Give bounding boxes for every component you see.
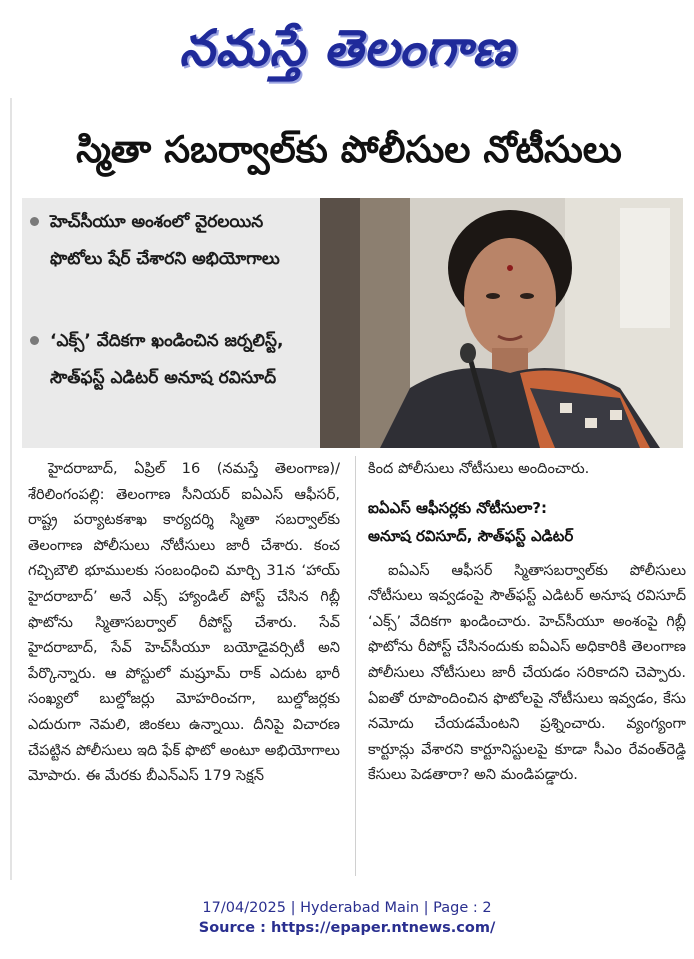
- highlights-box: [22, 198, 320, 448]
- highlight-item: [32, 323, 312, 397]
- column-divider: [355, 456, 356, 876]
- woman-portrait-photo: [320, 198, 683, 448]
- bullet-icon: [30, 336, 39, 345]
- article-paragraph: ఐఏఎస్ ఆఫీసర్ స్మితాసబర్వాల్‌కు పోలీసులు నోటీసులు ఇవ్వడంపై సౌత్‌ఫస్ట్ ఎడిటర్ అనూష రవిసూద్ ‘ఎక్స్’ వేదికగా ఖండించారు. హెచ్‌సీయూ అంశంపై గిబ్లీ ఫొటోను రీపోస్ట్ చేసినందుకు ఐఏఎస్ అధికారికి తెలంగాణ పోలీసులు నోటీసులు జారీ చేయడం సరికాదని చెప్పారు. ఏఐతో రూపొందించిన ఫొటోలపై నోటీసులు ఇవ్వడం, కేసు నమోదు చేయడమేంటని ప్రశ్నించారు. వ్యంగ్యంగా కార్టూన్లు వేశారని కార్టూనిస్టులపై కూడా సీఎం రేవంత్‌రెడ్డి కేసులు పెడతారా? అని మండిపడ్డారు.: [368, 561, 686, 784]
- highlight-text: ‘ఎక్స్’ వేదికగా ఖండించిన జర్నలిస్ట్, సౌత్‌ఫస్ట్ ఎడిటర్ అనూష రవిసూద్: [50, 331, 284, 388]
- news-photo: [320, 198, 683, 448]
- newspaper-masthead: నమస్తే తెలంగాణ: [179, 18, 515, 77]
- bullet-icon: [30, 217, 39, 226]
- article-column-right: [368, 456, 686, 788]
- source-link[interactable]: Source : https://epaper.ntnews.com/: [198, 920, 496, 936]
- article-subheading: ఐఏఎస్ ఆఫీసర్లకు నోటీసులా?:: [368, 498, 548, 517]
- article-paragraph: హైదరాబాద్, ఏప్రిల్ 16 (నమస్తే తెలంగాణ)/శేరిలింగంపల్లి: తెలంగాణ సీనియర్ ఐఏఎస్ ఆఫీసర్, రాష్ట్ర పర్యాటకశాఖ కార్యదర్శి స్మితా సబర్వాల్‌కు తెలంగాణ పోలీసులు నోటీసులు జారీ చేశారు. కంచ గచ్చిబౌలి భూములకు సంబంధించి మార్చి 31న ‘హాయ్ హైదరాబాద్’ అనే ఎక్స్ హ్యాండిల్ పోస్ట్ చేసిన గిబ్లీ ఫొటోను స్మితాసబర్వాల్ రీపోస్ట్ చేశారు. సేవ్ హైదరాబాద్, సేవ్ హెచ్‌సీయూ బయోడైవర్సిటీ అని పేర్కొన్నారు. ఆ పోస్టులో మష్రూమ్ రాక్ ఎదుట భారీ సంఖ్యలో బుల్డోజర్లు మోహరించగా, బుల్డోజర్లకు ఎదురుగా నెమలి, జింకలు ఉన్నాయి. దీనిపై విచారణ చేపట్టిన పోలీసులు ఇది ఫేక్ ఫొటో అంటూ అభియోగాలు మోపారు. ఈ మేరకు బీఎన్ఎస్ 179 సెక్షన్: [28, 460, 340, 785]
- highlight-item: [32, 204, 312, 278]
- edition-info: 17/04/2025 | Hyderabad Main | Page : 2: [202, 900, 492, 916]
- highlight-text: హెచ్‌సీయూ అంశంలో వైరలయిన ఫొటోలు షేర్ చేశారని అభియోగాలు: [50, 212, 280, 269]
- article-subheading: అనూష రవిసూద్, సౌత్‌ఫస్ట్ ఎడిటర్: [368, 526, 574, 545]
- article-paragraph: కింద పోలీసులు నోటీసులు అందించారు.: [368, 460, 590, 477]
- article-headline: స్మితా సబర్వాల్‌కు పోలీసుల నోటీసులు: [76, 128, 622, 171]
- article-column-left: [28, 456, 340, 876]
